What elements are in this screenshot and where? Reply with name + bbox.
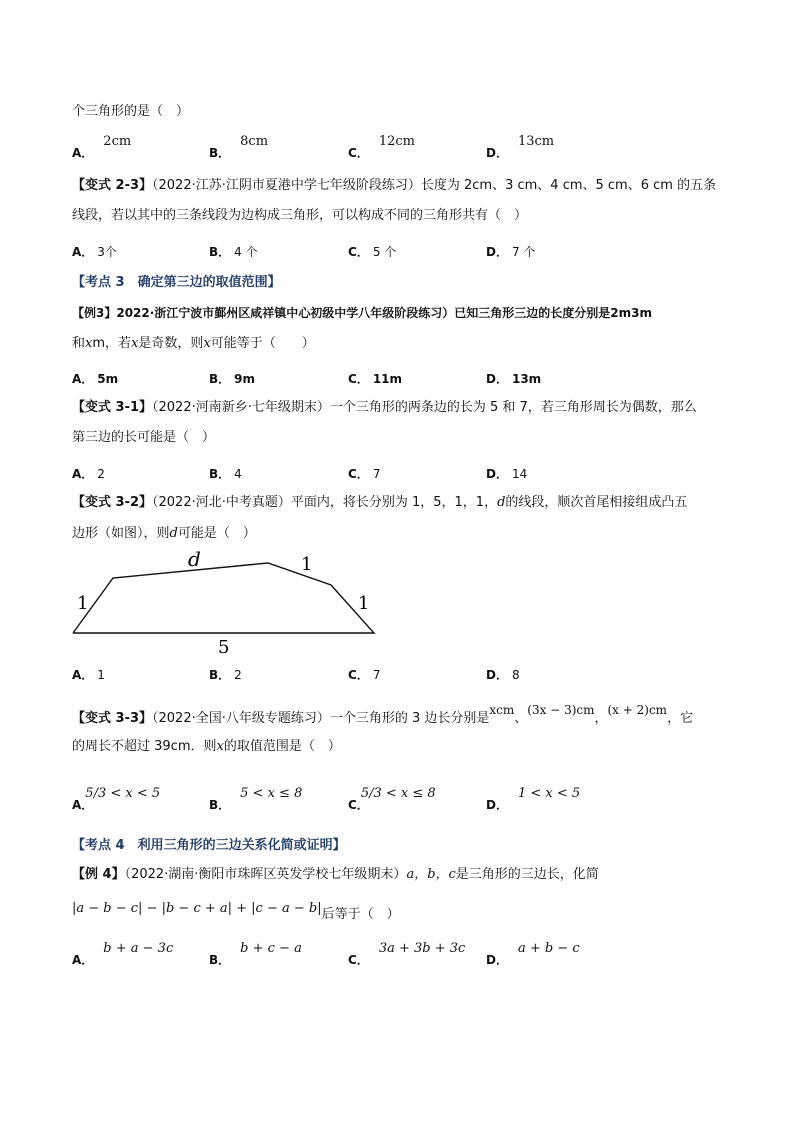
option-b[interactable]: B．8cm: [209, 134, 269, 160]
option-c[interactable]: C．3a + 3b + 3c: [348, 941, 466, 967]
option-a[interactable]: A． 3个: [72, 245, 117, 259]
options-ex4: [72, 940, 692, 970]
label-left: 1: [77, 593, 89, 614]
question-2-3-line1: 【变式 2-3】（2022·江苏·江阴市夏港中学七年级阶段练习）长度为 2cm、3 cm、4 cm、5 cm、6 cm 的五条: [72, 178, 717, 193]
option-b[interactable]: B．b + c − a: [209, 941, 302, 967]
option-d[interactable]: D． 14: [486, 467, 528, 481]
option-c[interactable]: C．5/3 < x ≤ 8: [348, 786, 436, 812]
label-d: d: [188, 547, 201, 571]
option-b[interactable]: B． 9m: [209, 372, 256, 386]
option-d[interactable]: D． 13m: [486, 372, 542, 386]
options-prev: [72, 133, 692, 163]
option-a[interactable]: A． 5m: [72, 372, 119, 386]
label-right: 1: [358, 593, 370, 614]
section-heading-kp4: 【考点 4 利用三角形的三边关系化简或证明】: [72, 838, 346, 853]
question-3-1-line2: 第三边的长可能是（ ）: [72, 430, 216, 445]
option-c[interactable]: C． 7: [348, 668, 381, 682]
question-2-3-line2: 线段，若以其中的三条线段为边构成三角形，可以构成不同的三角形共有（ ）: [72, 208, 528, 223]
option-b[interactable]: B． 4 个: [209, 245, 258, 259]
option-c[interactable]: C． 7: [348, 467, 381, 481]
option-c[interactable]: C．12cm: [348, 134, 415, 160]
option-a[interactable]: A．2cm: [72, 134, 132, 160]
options-3-3: [72, 785, 692, 815]
question-3-3-line2: 的周长不超过 39cm．则x的取值范围是（ ）: [72, 739, 341, 754]
option-a[interactable]: A．5/3 < x < 5: [72, 786, 161, 812]
abs-expression: |a − b − c| − |b − c + a| + |c − a − b|: [72, 901, 322, 916]
question-3-3-line1: 【变式 3-3】（2022·全国·八年级专题练习）一个三角形的 3 边长分别是xcm、(3x − 3)cm，(x + 2)cm，它: [72, 703, 694, 726]
question-3-1-line1: 【变式 3-1】（2022·河南新乡·七年级期末）一个三角形的两条边的长为 5 和 7，若三角形周长为偶数，那么: [72, 400, 697, 415]
option-b[interactable]: B． 2: [209, 668, 242, 682]
example-4-line2: |a − b − c| − |b − c + a| + |c − a − b|后等于（ ）: [72, 901, 400, 922]
option-d[interactable]: D． 7 个: [486, 245, 536, 259]
option-d[interactable]: D．a + b − c: [486, 941, 580, 967]
example-4-line1: 【例 4】（2022·湖南·衡阳市珠晖区英发学校七年级期末）a，b，c是三角形的三边长，化简: [72, 867, 599, 882]
option-b[interactable]: B．5 < x ≤ 8: [209, 786, 303, 812]
pentagon-figure: [60, 545, 390, 660]
options-2-3: [72, 232, 692, 262]
option-c[interactable]: C． 5 个: [348, 245, 397, 259]
option-a[interactable]: A． 2: [72, 467, 105, 481]
section-heading-kp3: 【考点 3 确定第三边的取值范围】: [72, 275, 281, 290]
option-d[interactable]: D．1 < x < 5: [486, 786, 581, 812]
option-a[interactable]: A． 1: [72, 668, 105, 682]
options-ex3: [72, 359, 692, 389]
question-3-2-line2: 边形（如图），则d可能是（ ）: [72, 526, 256, 541]
option-d[interactable]: D．13cm: [486, 134, 555, 160]
label-bottom: 5: [218, 637, 230, 658]
options-3-1: [72, 454, 692, 484]
question-tag: 【变式 2-3】: [72, 178, 153, 193]
label-top-right: 1: [301, 554, 313, 575]
option-b[interactable]: B． 4: [209, 467, 242, 481]
example-3-line2: 和xm，若x是奇数，则x可能等于（ ）: [72, 336, 315, 351]
pentagon-outline: [73, 563, 374, 633]
example-3-line1: 【例3】2022·浙江宁波市鄞州区咸祥镇中心初级中学八年级阶段练习）已知三角形三边的长度分别是2m3m: [72, 306, 653, 320]
option-c[interactable]: C． 11m: [348, 372, 403, 386]
option-a[interactable]: A．b + a − 3c: [72, 941, 174, 967]
option-d[interactable]: D． 8: [486, 668, 520, 682]
question-tail: 个三角形的是（ ）: [72, 104, 190, 119]
question-3-2-line1: 【变式 3-2】（2022·河北·中考真题）平面内，将长分别为 1，5，1，1，d的线段，顺次首尾相接组成凸五: [72, 495, 688, 510]
options-3-2: [72, 655, 692, 685]
